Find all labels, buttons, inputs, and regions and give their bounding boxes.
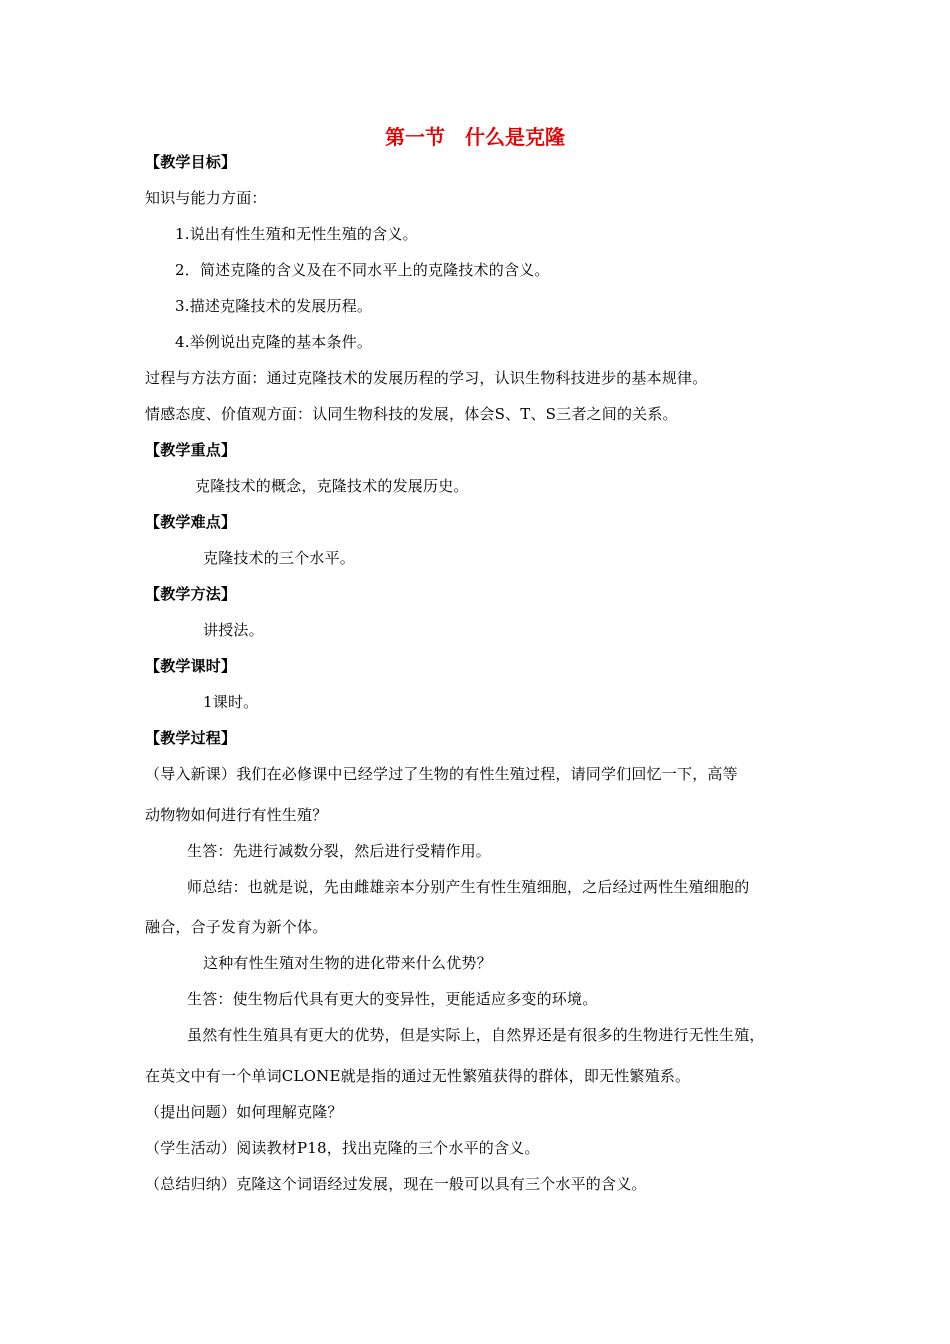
objective-item-4: 4.举例说出克隆的基本条件。 (175, 333, 373, 351)
process-line-6: 这种有性生殖对生物的进化带来什么优势？ (203, 954, 492, 972)
method-heading: 【教学方法】 (145, 585, 237, 603)
difficulties-heading: 【教学难点】 (145, 513, 237, 531)
objective-item-2: 2．简述克隆的含义及在不同水平上的克隆技术的含义。 (175, 261, 550, 279)
hours-text: 1课时。 (203, 693, 259, 711)
method-text: 讲授法。 (203, 621, 264, 639)
process-line-7: 生答：使生物后代具有更大的变异性，更能适应多变的环境。 (187, 990, 598, 1008)
process-line-9: 在英文中有一个单词CLONE就是指的通过无性繁殖获得的群体，即无性繁殖系。 (145, 1067, 691, 1085)
process-line-4: 师总结：也就是说，先由雌雄亲本分别产生有性生殖细胞，之后经过两性生殖细胞的 (187, 878, 750, 896)
objective-item-3: 3.描述克隆技术的发展历程。 (175, 297, 373, 315)
process-line-3: 生答：先进行减数分裂，然后进行受精作用。 (187, 842, 492, 860)
difficulties-text: 克隆技术的三个水平。 (203, 549, 356, 567)
key-points-text: 克隆技术的概念，克隆技术的发展历史。 (195, 477, 469, 495)
process-line-11: （学生活动）阅读教材P18，找出克隆的三个水平的含义。 (145, 1139, 540, 1157)
process-method-text: 过程与方法方面：通过克隆技术的发展历程的学习，认识生物科技进步的基本规律。 (145, 369, 708, 387)
process-line-12: （总结归纳）克隆这个词语经过发展，现在一般可以具有三个水平的含义。 (145, 1175, 647, 1193)
process-heading: 【教学过程】 (145, 729, 237, 747)
process-line-1: （导入新课）我们在必修课中已经学过了生物的有性生殖过程，请同学们回忆一下，高等 (145, 765, 738, 783)
knowledge-ability-label: 知识与能力方面： (145, 189, 267, 207)
objectives-heading: 【教学目标】 (145, 153, 237, 171)
process-line-5: 融合，合子发育为新个体。 (145, 918, 328, 936)
hours-heading: 【教学课时】 (145, 657, 237, 675)
process-line-8: 虽然有性生殖具有更大的优势，但是实际上，自然界还是有很多的生物进行无性生殖， (187, 1026, 765, 1044)
key-points-heading: 【教学重点】 (145, 441, 237, 459)
objective-item-1: 1.说出有性生殖和无性生殖的含义。 (175, 225, 418, 243)
process-line-2: 动物物如何进行有性生殖？ (145, 806, 328, 824)
page-title: 第一节 什么是克隆 (385, 125, 565, 149)
emotion-values-text: 情感态度、价值观方面：认同生物科技的发展，体会S、T、S三者之间的关系。 (145, 405, 678, 423)
process-line-10: （提出问题）如何理解克隆？ (145, 1103, 343, 1121)
